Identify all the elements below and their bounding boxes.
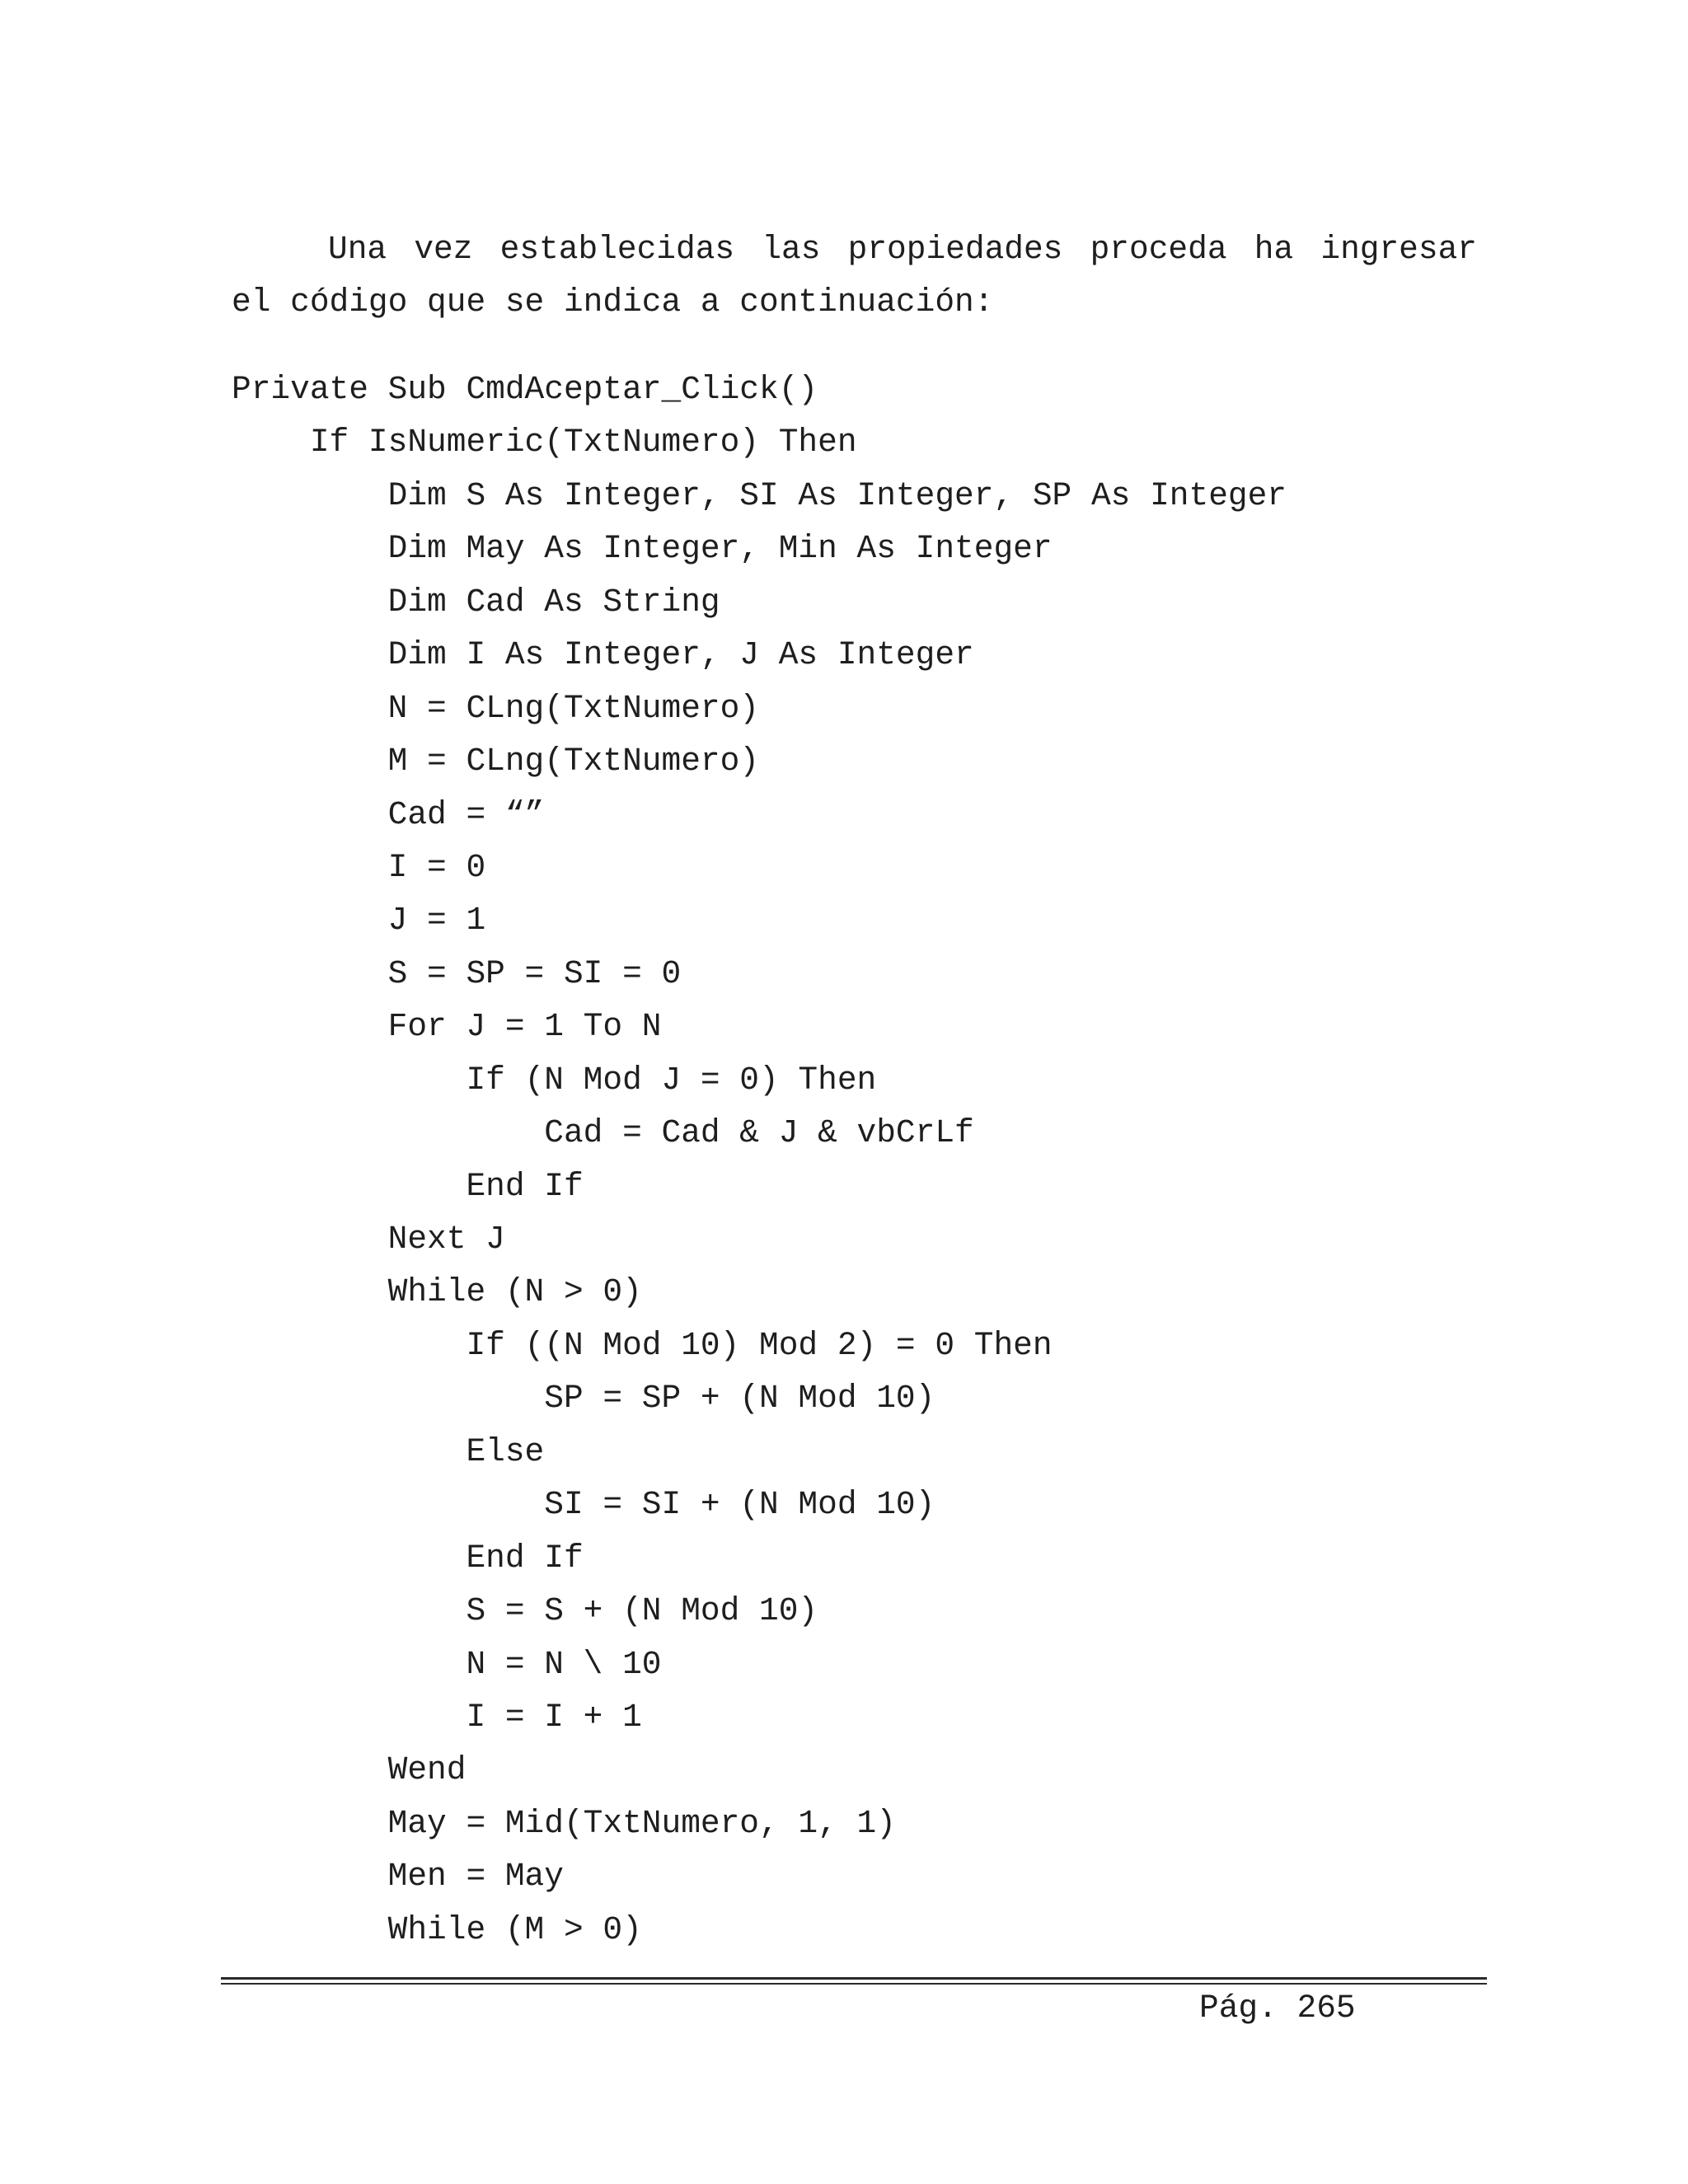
code-line: Cad = “”: [232, 795, 545, 833]
code-line: For J = 1 To N: [232, 1008, 662, 1046]
code-line: Else: [232, 1432, 545, 1470]
code-line: If (N Mod J = 0) Then: [232, 1061, 877, 1099]
code-line: S = S + (N Mod 10): [232, 1592, 818, 1630]
code-line: Wend: [232, 1751, 467, 1789]
code-line: N = N \ 10: [232, 1645, 662, 1683]
code-line: Dim I As Integer, J As Integer: [232, 636, 974, 674]
code-line: While (M > 0): [232, 1910, 642, 1948]
code-line: End If: [232, 1539, 584, 1577]
code-line: Private Sub CmdAceptar_Click(): [232, 371, 818, 408]
code-line: Men = May: [232, 1858, 564, 1896]
code-line: I = 0: [232, 848, 486, 886]
code-line: SI = SI + (N Mod 10): [232, 1486, 935, 1524]
code-line: End If: [232, 1167, 584, 1205]
code-line: SP = SP + (N Mod 10): [232, 1380, 935, 1418]
code-line: N = CLng(TxtNumero): [232, 689, 760, 727]
code-line: May = Mid(TxtNumero, 1, 1): [232, 1804, 896, 1842]
paragraph-line: Una vez establecidas las propiedades proceda ha ingresar: [328, 231, 1477, 268]
intro-paragraph: [232, 223, 1477, 328]
page-number: Pág. 265: [1199, 1990, 1356, 2027]
code-line: S = SP = SI = 0: [232, 954, 682, 992]
code-line: Next J: [232, 1221, 505, 1258]
code-line: Dim May As Integer, Min As Integer: [232, 530, 1053, 568]
code-listing: [232, 363, 1468, 1957]
code-line: Dim Cad As String: [232, 583, 720, 621]
code-line: I = I + 1: [232, 1698, 642, 1736]
footer-double-rule: [221, 1977, 1487, 1985]
code-line: If IsNumeric(TxtNumero) Then: [232, 424, 857, 462]
code-line: Cad = Cad & J & vbCrLf: [232, 1114, 974, 1152]
code-line: M = CLng(TxtNumero): [232, 743, 760, 780]
paragraph-line: el código que se indica a continuación:: [232, 283, 994, 321]
code-line: J = 1: [232, 902, 486, 940]
code-line: If ((N Mod 10) Mod 2) = 0 Then: [232, 1326, 1053, 1364]
code-line: Dim S As Integer, SI As Integer, SP As Integer: [232, 476, 1287, 514]
code-line: While (N > 0): [232, 1273, 642, 1311]
